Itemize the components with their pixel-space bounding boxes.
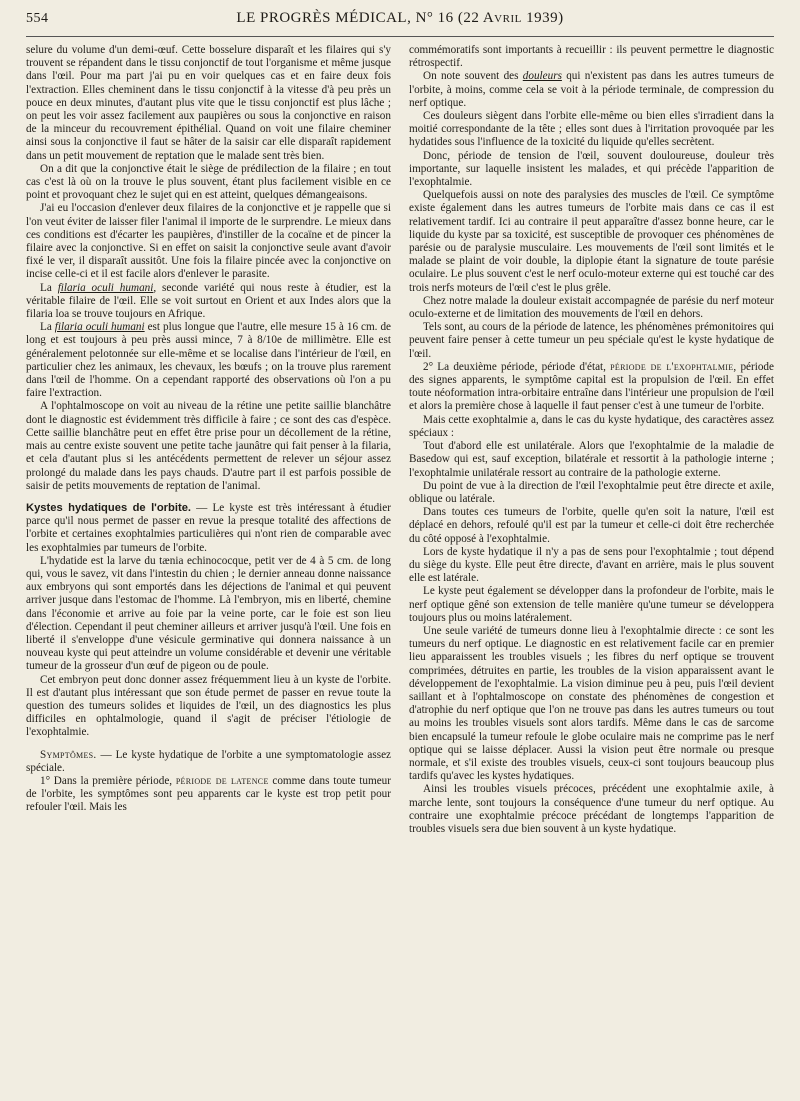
species-term: filaria oculi humani	[57, 281, 154, 294]
paragraph: Quelquefois aussi on note des paralysies des muscles de l'œil. Ce symptôme existe également dans les autres tumeurs de l'orbite mais dans ce cas il est relativement tardif. Ici au contraire il peut apparaître d'assez bonne heure, car le liquide du kyste par sa toxicité, est susceptible de provoquer ces phénomènes de parésie ou de paralysie musculaire. Les mouvements de l'œil sont limités et le malade se plaint de voir double, la diplopie étant la signature de toute parésie oculaire. Le plus souvent c'est le nerf oculo-moteur externe qui est touché car des trois nerfs moteurs de l'œil c'est le plus grêle.	[409, 189, 774, 294]
species-term: filaria oculi humani	[54, 321, 145, 334]
text-run: comme dans toute tumeur de l'orbite, les symptômes sont peu apparents car le kyste est trop petit pour refouler l'œil. Mais les	[26, 774, 391, 814]
paragraph: Tels sont, au cours de la période de latence, les phénomènes prémonitoires qui peuvent faire penser à cette tumeur un peu spéciale qu'est le kyste hydatique de l'œil.	[409, 321, 774, 360]
left-column	[26, 44, 391, 1094]
paragraph: Ainsi les troubles visuels précoces, précédent une exophtalmie axile, à marche lente, sont toujours la conséquence d'une tumeur du nerf optique. Au contraire une exophtalmie précoce précédant de longtemps l'apparition de troubles visuels sera due bien souvent à un kyste hydatique.	[409, 783, 774, 835]
text-columns	[26, 44, 774, 1094]
text-run: est plus longue que l'autre, elle mesure 15 à 16 cm. de long et est toujours à peu près aussi mince, 7 à 8/10e de millimètre. Elle est généralement pelotonnée sur elle-même et se localise dans l'intérieur de l'œil, en particulier chez les animaux, les chevaux, les bœufs ; on la trouve plus rarement dans l'œil de l'homme. On a cependant rapporté des observations où l'on a pu faire l'extraction.	[26, 321, 391, 400]
paragraph	[409, 361, 774, 414]
text-run: qui n'existent pas dans les autres tumeurs de l'orbite, à moins, comme cela se voit à la période terminale, de compression du nerf optique.	[409, 70, 774, 109]
paragraph: On a dit que la conjonctive était le siège de prédilection de la filaire ; en tout cas c'est là où on la trouve le plus souvent, étant plus facilement visible en ce point et provoquant chez le sujet qui en est atteint, quelques démangeaisons.	[26, 162, 391, 202]
emphasis-term: douleurs	[522, 70, 562, 83]
running-header	[26, 10, 774, 37]
right-column	[409, 44, 774, 1094]
paragraph: Dans toutes ces tumeurs de l'orbite, quelle qu'en soit la nature, l'œil est déplacé en dehors, refoulé qu'il est par la tumeur et celle-ci doit être recherchée du côté opposé à l'exophtalmie.	[409, 506, 774, 545]
paragraph: Mais cette exophtalmie a, dans le cas du kyste hydatique, des caractères assez spéciaux :	[409, 413, 774, 439]
text-run: La	[40, 281, 58, 294]
page-number: 554	[26, 11, 49, 26]
paragraph: A l'ophtalmoscope on voit au niveau de la rétine une petite saillie blanchâtre dont le diagnostic est évidemment très difficile à faire ; ce sont des cas d'espèce. Cette saillie blanchâtre peut en effet être prise pour un décollement de la rétine, mais au centre existe souvent une petite tache jaunâtre qui fait penser à la filaria, et cela d'autant plus si les antécédents permettent de relever un séjour assez prolongé du malade dans les pays chauds. D'autre part il est parfois possible de saisir de petits mouvements de reptation de l'animal.	[26, 400, 391, 492]
text-run: , seconde variété qui nous reste à étudier, est la véritable filaire de l'œil. Elle se voit surtout en Orient et aux Indes alors que la filaria loa se trouve toujours en Afrique.	[26, 281, 391, 321]
text-run: — Le kyste hydatique de l'orbite a une symptomatologie assez spéciale.	[26, 748, 391, 774]
subsection-heading: Symptômes.	[40, 748, 97, 761]
paragraph: commémoratifs sont importants à recueillir : ils peuvent permettre le diagnostic rétrospectif.	[409, 44, 774, 70]
paragraph: L'hydatide est la larve du tænia echinococque, petit ver de 4 à 5 cm. de long qui, vous le savez, vit dans l'intestin du chien ; le dernier anneau donne naissance aux embryons qui sont emportés dans les déjections de l'animal et qui peuvent arriver jusque dans l'estomac de l'homme. Là l'embryon, mis en liberté, chemine dans l'économie et arrive au foie par la veine porte, car le foie est son lieu d'élection. Cependant il peut cheminer ailleurs et arriver jusqu'à l'œil. Une fois en liberté il s'enveloppe d'une vésicule germinative qui donnera naissance à un nouveau kyste qui peut atteindre un volume considérable et devenir une véritable tumeur de la grosseur d'un œuf de pigeon ou de poule.	[26, 554, 391, 673]
text-run: — Le kyste est très intéressant à étudier parce qu'il nous permet de passer en revue la presque totalité des affections de l'orbite et certaines exophtalmies particulières qui n'ont rien de comparable avec les exophtalmies par tumeurs de l'orbite.	[26, 501, 391, 554]
paragraph	[26, 282, 391, 322]
paragraph: Ces douleurs siègent dans l'orbite elle-même ou bien elles s'irradient dans la moitié correspondante de la tête ; elles sont dues à l'irritation provoquée par les hydatides sous l'influence de la toxicité du liquide qu'elles secrètent.	[409, 110, 774, 149]
paragraph: Le kyste peut également se développer dans la profondeur de l'orbite, mais le nerf optique gêné son extension de telle manière qu'une tumeur se développera toujours plus ou moins latéralement.	[409, 585, 774, 624]
paragraph	[26, 321, 391, 400]
running-title: LE PROGRÈS MÉDICAL, N° 16 (22 Avril 1939)	[236, 10, 564, 26]
text-run: 1° Dans la première période,	[40, 774, 176, 787]
subsection-paragraph	[26, 749, 391, 775]
text-run: La	[40, 321, 55, 334]
section-paragraph	[26, 502, 391, 555]
paragraph	[26, 775, 391, 815]
paragraph: J'ai eu l'occasion d'enlever deux filaires de la conjonctive et je rappelle que si l'on veut éviter de laisser filer l'animal il importe de le surprendre. Le mieux dans ces conditions est d'écarter les paupières, d'instiller de la cocaïne et de pincer la filaire avec la conjonctive. Si en effet on saisit la conjonctive seule avant d'avoir fixé le ver, il disparaît aussitôt. Une fois la filaire pincée avec la conjonctive on incise celle-ci et il est facile alors d'enlever le parasite.	[26, 202, 391, 281]
period-label: période de l'exophtalmie	[610, 360, 734, 373]
paragraph: Donc, période de tension de l'œil, souvent douloureuse, douleur très importante, sur laquelle insistent les malades, et qui précède l'apparition de l'exophtalmie.	[409, 149, 774, 189]
period-label: période de latence	[175, 774, 269, 787]
text-run: 2° La deuxième période, période d'état,	[423, 360, 611, 373]
paragraph: Une seule variété de tumeurs donne lieu à l'exophtalmie directe : ce sont les tumeurs du nerf optique. Le diagnostic en est relativement facile car en premier lieu apparaissent les troubles visuels ; les fibres du nerf optique se trouvent comprimées, détruites en partie, les troubles de la vision apparaissent avant le développement de l'exophtalmie. La vision diminue peu à peu, puis l'œil devient saillant et à l'ophtalmoscope on constate des phénomènes de congestion et d'atrophie du nerf optique que l'on ne trouve pas dans les autres tumeurs ou tout au moins les troubles visuels sont alors tardifs. Même dans le cas de sarcome bien encapsulé la tumeur refoule le globe oculaire mais ne comprime pas le nerf optique qui se laisse déplacer. Aussi la vision peut être normale ou presque normale, et s'il existe des troubles visuels, ceux-ci sont toujours beaucoup plus tardifs qu'avec les kystes hydatiques.	[409, 624, 774, 783]
paragraph: Cet embryon peut donc donner assez fréquemment lieu à un kyste de l'orbite. Il est d'autant plus intéressant que son étude permet de passer en revue toute la question des tumeurs solides et liquides de l'œil, un des diagnostics les plus difficiles en ophtalmologie, quand il s'agit de préciser l'étiologie de l'exophtalmie.	[26, 673, 391, 739]
paragraph	[409, 70, 774, 110]
paragraph: selure du volume d'un demi-œuf. Cette bosselure disparaît et les filaires qui s'y trouvent se répandent dans le tissu conjonctif de tout l'organisme et même jusque dans l'œil. Pour ma part j'ai pu en voir quelques cas et en faire deux fois l'extraction. Elles cheminent dans le tissu conjonctif à la vitesse d'à peu près un pouce en deux minutes, d'autant plus vite que le tissu conjonctif est plus lâche ; on peut les voir assez facilement aux paupières ou sous la conjonctive en raison de la minceur du recouvrement épithélial. Quand on voit une filaire cheminer ainsi sous la conjonctive il faut se hâter de la saisir car elle disparaît rapidement dans un petit mouvement de reptation que le malade sent très bien.	[26, 44, 391, 162]
paragraph: Tout d'abord elle est unilatérale. Alors que l'exophtalmie de la maladie de Basedow qui est, sauf exception, bilatérale et ressortit à la pathologie interne ; l'exophtalmie unilatérale ressort au contraire de la pathologie externe.	[409, 440, 774, 479]
section-heading: Kystes hydatiques de l'orbite.	[26, 501, 192, 514]
text-run: , période des signes apparents, le symptôme capital est la propulsion de l'œil. En effet toute néoformation intra-orbitaire entraîne dans l'intérieur une propulsion de l'œil et alors la première chose à laquelle il faut penser c'est à une tumeur de l'orbite.	[409, 360, 774, 413]
text-run: On note souvent des	[423, 70, 523, 83]
paragraph: Lors de kyste hydatique il n'y a pas de sens pour l'exophtalmie ; tout dépend du siège du kyste. Elle peut être directe, d'avant en arrière, mais le plus souvent elle est latérale.	[409, 545, 774, 585]
paragraph: Chez notre malade la douleur existait accompagnée de parésie du nerf moteur oculo-externe et de limitation des mouvements de l'œil en dehors.	[409, 294, 774, 321]
paragraph: Du point de vue à la direction de l'œil l'exophtalmie peut être directe et axile, oblique ou latérale.	[409, 479, 774, 505]
